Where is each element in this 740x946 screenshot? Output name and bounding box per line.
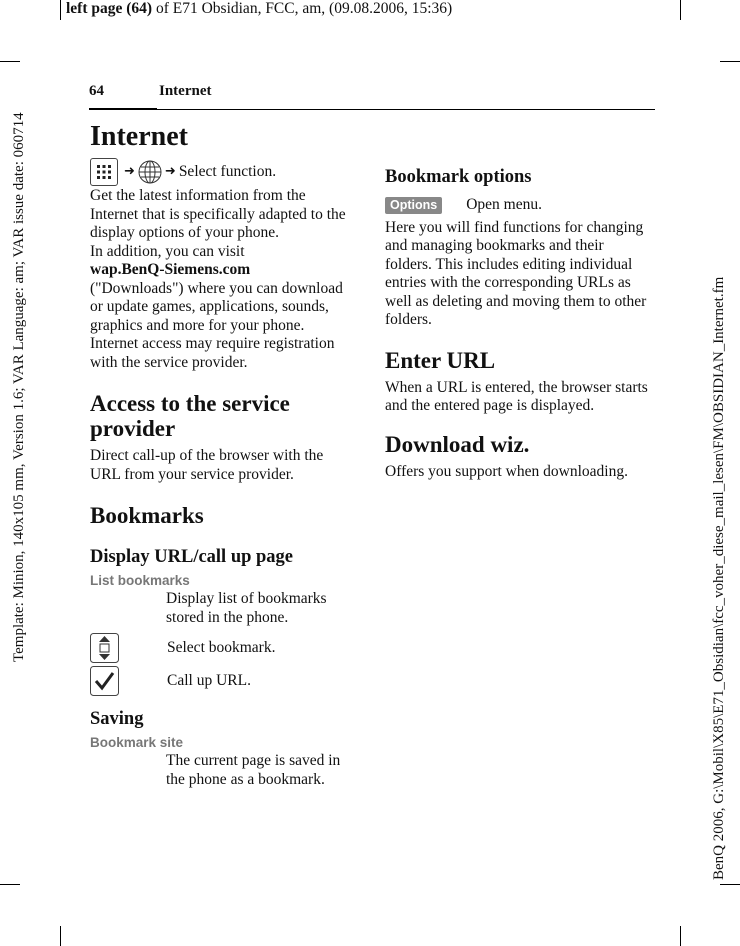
visit-url: wap.BenQ-Siemens.com	[90, 261, 251, 278]
intro-text: Get the latest information from the Internet that is specifically adapted to the display options of your phone.	[90, 187, 346, 241]
menu-path	[90, 158, 355, 186]
page-title: Internet	[90, 121, 188, 152]
access-heading: Access to the service provider	[90, 391, 290, 441]
header-rule	[89, 109, 655, 110]
visit-text: In addition, you can visit	[90, 242, 245, 260]
running-title: Internet	[159, 83, 212, 99]
enter-url-text: When a URL is entered, the browser starts and the entered page is displayed.	[385, 378, 648, 414]
select-bookmark-text: Select bookmark.	[167, 638, 276, 656]
saving-heading: Saving	[90, 709, 144, 729]
crop-mark	[0, 884, 20, 885]
bookmark-site-label: Bookmark site	[90, 735, 184, 750]
options-row	[385, 196, 653, 215]
header-rule-accent	[89, 108, 157, 110]
bookmark-site-text: The current page is saved in the phone as a bookmark.	[166, 752, 341, 788]
print-info-top: left page (64) of E71 Obsidian, FCC, am, (09.08.2006, 15:36)	[66, 0, 453, 17]
options-text: Here you will find functions for changing and managing bookmarks and their folders. This includes editing individual entries with the corresponding URLs as well as deleting and moving them to other folders.	[385, 218, 647, 328]
bookmarks-heading: Bookmarks	[90, 503, 204, 528]
print-info-right: BenQ 2006, G:\Mobil\X85\E71_Obsidian\fcc_voher_diese_mail_lesen\FM\OBSIDIAN_Internet.fm	[711, 276, 727, 880]
print-info-left: Template: Minion, 140x105 mm, Version 1.6; VAR Language: am; VAR issue date: 060714	[11, 112, 27, 662]
list-bookmarks-label: List bookmarks	[90, 573, 190, 588]
menu-grid-icon	[90, 158, 118, 186]
crop-mark	[680, 926, 681, 946]
registration-text: Internet access may require registration with the service provider.	[90, 335, 335, 371]
select-bookmark-row	[90, 633, 355, 663]
arrow-icon: ➜	[124, 163, 135, 179]
checkmark-icon	[90, 666, 119, 696]
page-number: 64	[89, 83, 104, 99]
list-bookmarks-text: Display list of bookmarks stored in the phone.	[166, 590, 327, 626]
left-column	[90, 120, 355, 789]
display-heading: Display URL/call up page	[90, 547, 294, 567]
arrow-icon: ➜	[164, 163, 176, 179]
access-text: Direct call-up of the browser with the URL from your service provider.	[90, 447, 324, 483]
right-column	[385, 166, 653, 481]
downloads-text: ("Downloads") where you can download or update games, applications, sounds, graphics and more for your phone.	[90, 279, 343, 334]
download-heading: Download wiz.	[385, 431, 530, 457]
crop-mark	[60, 926, 61, 946]
open-menu-text: Open menu.	[466, 196, 542, 213]
enter-url-heading: Enter URL	[385, 347, 496, 373]
crop-mark	[720, 61, 740, 62]
crop-mark	[680, 0, 681, 20]
download-text: Offers you support when downloading.	[385, 462, 628, 480]
call-up-row	[90, 666, 355, 696]
options-softkey[interactable]: Options	[385, 197, 442, 214]
options-heading: Bookmark options	[385, 167, 532, 187]
call-up-text: Call up URL.	[167, 671, 251, 689]
crop-mark	[60, 0, 61, 20]
menu-path-text: Select function.	[178, 162, 277, 180]
navigation-key-icon	[90, 633, 119, 663]
globe-icon	[137, 159, 163, 185]
